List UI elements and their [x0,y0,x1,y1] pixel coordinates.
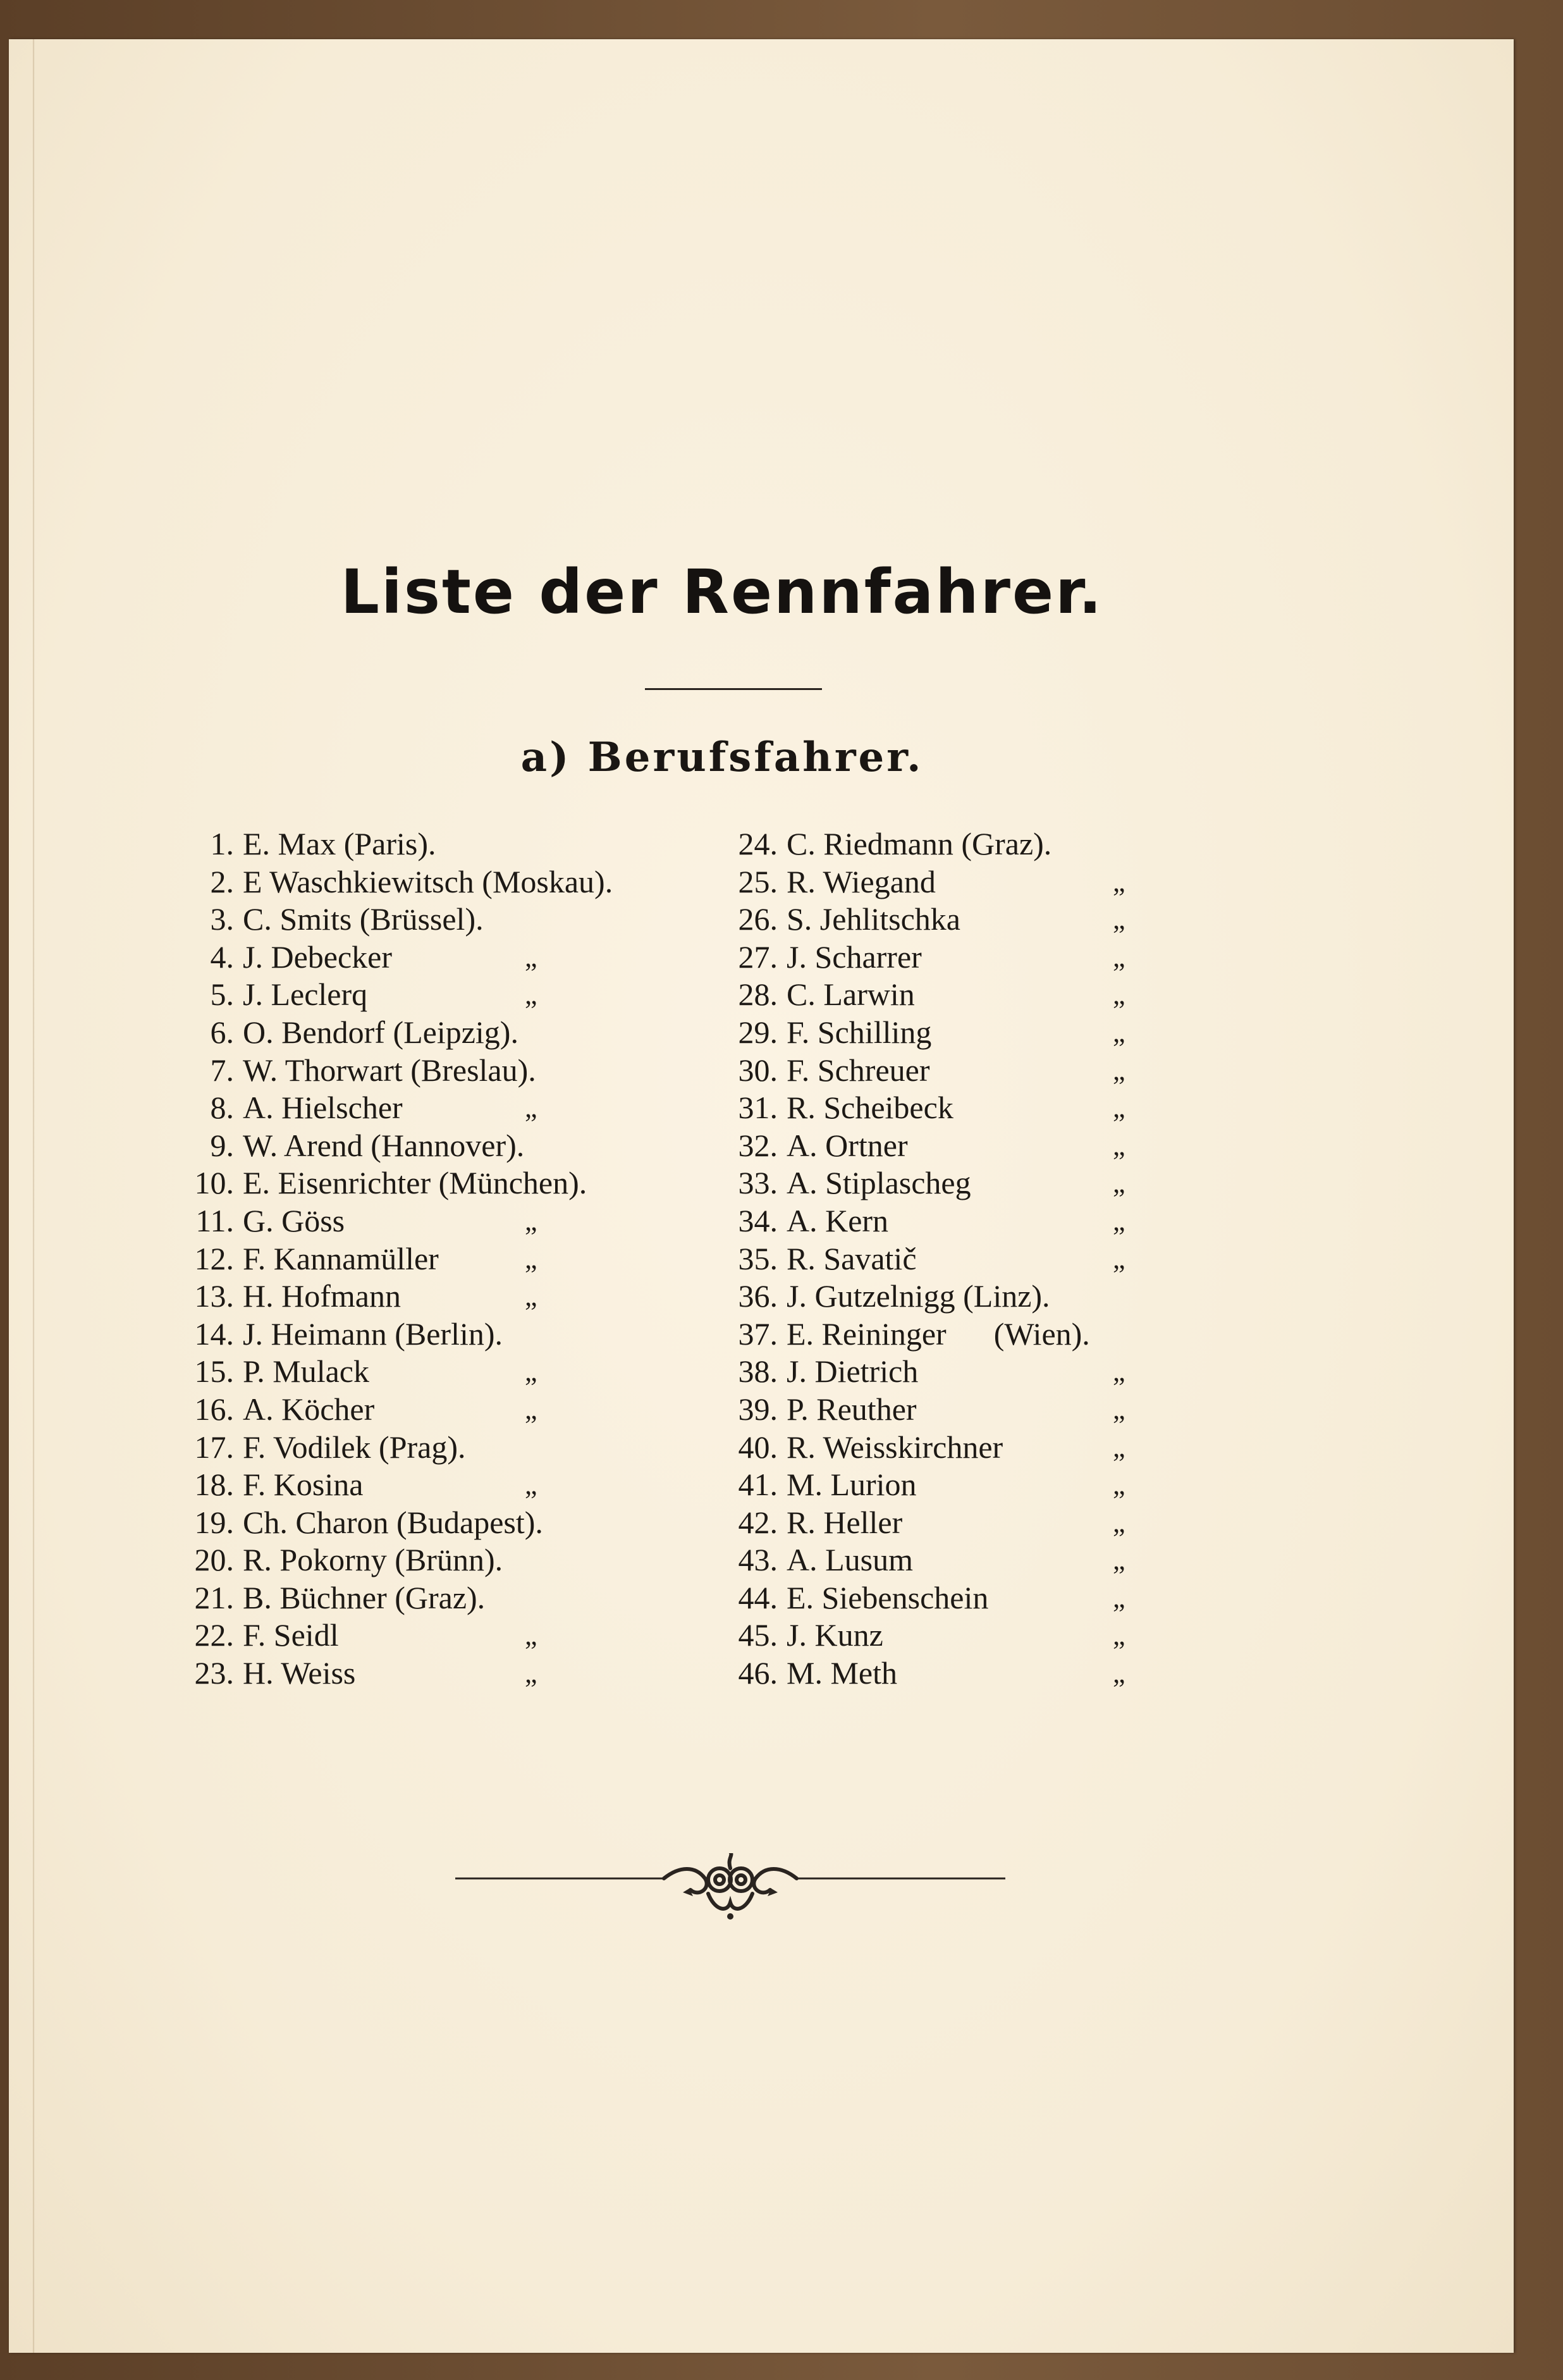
rider-name: J. Gutzelnigg (Linz). [787,1278,1050,1314]
list-item [727,1353,1227,1391]
list-item [727,901,1227,939]
rider-name: Ch. Charon (Budapest). [243,1504,543,1540]
ditto-mark: „ [1113,1431,1125,1463]
ditto-mark: „ [1113,1243,1125,1274]
list-item [727,1164,1227,1202]
list-item [190,1617,714,1655]
rider-name: J. Kunz [787,1617,883,1653]
rider-name: F. Vodilek (Prag). [243,1429,466,1465]
rider-number: 41. [738,1467,778,1503]
ditto-mark: „ [1113,1092,1125,1124]
rider-name: O. Bendorf (Leipzig). [243,1014,518,1050]
rider-number: 44. [738,1579,778,1615]
rider-number: 24. [738,826,778,861]
ditto-mark: „ [1113,1356,1125,1388]
rider-number: 35. [738,1240,778,1276]
gutter-fold [33,39,35,2353]
list-item [727,1466,1227,1504]
rider-name: R. Pokorny (Brünn). [243,1542,503,1578]
rider-number: 38. [738,1353,778,1390]
rider-number: 19. [194,1504,234,1540]
page-title: Liste der Rennfahrer. [340,557,1104,627]
ditto-mark: „ [525,1243,537,1274]
list-item [727,1316,1227,1353]
rider-number: 30. [738,1052,778,1088]
rider-name: A. Kern [787,1202,889,1238]
rider-name: J. Scharrer [787,939,922,975]
rider-name: R. Heller [787,1504,903,1540]
rider-number: 45. [738,1617,778,1653]
rider-number: 9. [210,1127,234,1163]
rider-number: 40. [738,1429,778,1465]
rider-number: 15. [194,1353,234,1390]
ditto-mark: „ [525,1620,537,1651]
list-item [190,1240,714,1278]
rider-name: E. Siebenschein [787,1579,989,1615]
ditto-mark: „ [1113,1205,1125,1236]
rider-number: 4. [210,939,234,975]
ditto-mark: „ [1113,1620,1125,1651]
list-item [190,1278,714,1316]
ditto-mark: „ [1113,1393,1125,1425]
list-item [190,1089,714,1127]
ditto-mark: „ [1113,904,1125,935]
rider-name: B. Büchner (Graz). [243,1579,486,1615]
rider-name: A. Stiplascheg [787,1165,971,1201]
rider-name: J. Heimann (Berlin). [243,1316,503,1352]
list-item [727,1014,1227,1052]
list-item [190,1127,714,1165]
ditto-mark: „ [1113,1658,1125,1689]
rider-name: R. Wiegand [787,863,936,899]
rider-number: 33. [738,1165,778,1201]
rider-name: F. Schilling [787,1014,932,1050]
rider-number: 12. [194,1240,234,1276]
list-item [190,1052,714,1090]
rider-name: E. Max (Paris). [243,826,436,861]
ditto-mark: „ [1113,1016,1125,1048]
list-item [727,1655,1227,1693]
rider-name: E. Eisenrichter (München). [243,1165,587,1201]
rider-name: F. Seidl [243,1617,339,1653]
rider-number: 32. [738,1127,778,1163]
list-item [190,1466,714,1504]
list-item [190,1316,714,1353]
ditto-mark: „ [1113,1582,1125,1613]
rider-number: 13. [194,1278,234,1314]
list-item [190,1014,714,1052]
list-item [727,1052,1227,1090]
rider-name: P. Reuther [787,1391,917,1427]
rider-name: E. Reininger (Wien). [787,1316,1090,1352]
list-item [727,1127,1227,1165]
rider-name: F. Kannamüller [243,1240,439,1276]
list-item [190,1391,714,1429]
rider-number: 36. [738,1278,778,1314]
ditto-mark: „ [1113,941,1125,973]
rider-name: C. Riedmann (Graz). [787,826,1052,861]
rider-number: 46. [738,1655,778,1691]
rider-number: 11. [195,1202,234,1238]
rider-number: 29. [738,1014,778,1050]
rider-number: 17. [194,1429,234,1465]
ditto-mark: „ [525,1092,537,1124]
ditto-mark: „ [525,1658,537,1689]
rider-name: P. Mulack [243,1353,369,1390]
rider-number: 10. [194,1165,234,1201]
rider-name: A. Ortner [787,1127,908,1163]
ditto-mark: „ [525,1205,537,1236]
rider-number: 3. [210,901,234,937]
rider-number: 1. [210,826,234,861]
rider-name: C. Smits (Brüssel). [243,901,484,937]
list-item [190,1429,714,1467]
list-item [190,1579,714,1617]
ditto-mark: „ [525,941,537,973]
rider-number: 18. [194,1467,234,1503]
rider-number: 20. [194,1542,234,1578]
rider-number: 8. [210,1090,234,1126]
rider-number: 26. [738,901,778,937]
rider-number: 25. [738,863,778,899]
rider-number: 28. [738,977,778,1013]
section-heading: a) Berufsfahrer. [520,734,924,781]
list-item [727,1429,1227,1467]
rider-name: M. Meth [787,1655,897,1691]
list-item [727,1391,1227,1429]
rider-number: 42. [738,1504,778,1540]
ditto-mark: „ [525,979,537,1011]
rider-name: A. Köcher [243,1391,375,1427]
ditto-mark: „ [525,1281,537,1312]
list-item [727,1278,1227,1316]
rider-name: W. Arend (Hannover). [243,1127,525,1163]
rider-name: F. Kosina [243,1467,364,1503]
list-item [190,939,714,977]
list-item [190,1353,714,1391]
list-item [727,1504,1227,1542]
rider-number: 22. [194,1617,234,1653]
ditto-mark: „ [1113,979,1125,1011]
ditto-mark: „ [1113,866,1125,897]
rider-name: E Waschkiewitsch (Moskau). [243,863,613,899]
list-item [727,825,1227,863]
list-item [727,1541,1227,1579]
title-divider [645,688,822,690]
rider-number: 31. [738,1090,778,1126]
rider-number: 16. [194,1391,234,1427]
list-item [727,976,1227,1014]
rider-name: F. Schreuer [787,1052,930,1088]
rider-number: 5. [210,977,234,1013]
rider-number: 39. [738,1391,778,1427]
rider-name: H. Hofmann [243,1278,401,1314]
rider-name: W. Thorwart (Breslau). [243,1052,536,1088]
rider-number: 34. [738,1202,778,1238]
list-item [190,1202,714,1240]
ditto-mark: „ [1113,1545,1125,1576]
rider-name: G. Göss [243,1202,345,1238]
list-item [190,901,714,939]
rider-name: J. Debecker [243,939,392,975]
list-item [727,1579,1227,1617]
rider-number: 2. [210,863,234,899]
list-item [190,1655,714,1693]
rider-number: 14. [194,1316,234,1352]
list-item [190,863,714,901]
ditto-mark: „ [1113,1469,1125,1501]
rider-name: R. Scheibeck [787,1090,953,1126]
list-item [727,863,1227,901]
riders-list-right [727,825,1227,1693]
ditto-mark: „ [1113,1130,1125,1161]
rider-number: 27. [738,939,778,975]
list-item [190,1164,714,1202]
list-item [190,1541,714,1579]
rider-name: R. Weisskirchner [787,1429,1003,1465]
scroll-ornament-icon [455,1853,1005,1923]
rider-name: S. Jehlitschka [787,901,960,937]
rider-number: 43. [738,1542,778,1578]
list-item [190,825,714,863]
list-item [727,1089,1227,1127]
rider-name: J. Dietrich [787,1353,919,1390]
list-item [727,939,1227,977]
ditto-mark: „ [1113,1168,1125,1199]
ditto-mark: „ [525,1469,537,1501]
ditto-mark: „ [525,1393,537,1425]
rider-name: M. Lurion [787,1467,917,1503]
rider-name: R. Savatič [787,1240,917,1276]
rider-number: 23. [194,1655,234,1691]
list-item [727,1240,1227,1278]
rider-name: H. Weiss [243,1655,356,1691]
rider-number: 37. [738,1316,778,1352]
ditto-mark: „ [1113,1507,1125,1538]
rider-name: J. Leclerq [243,977,368,1013]
rider-number: 21. [194,1579,234,1615]
list-item [190,1504,714,1542]
rider-number: 7. [210,1052,234,1088]
list-item [190,976,714,1014]
rider-number: 6. [210,1014,234,1050]
rider-name: C. Larwin [787,977,915,1013]
rider-name: A. Hielscher [243,1090,403,1126]
list-item [727,1617,1227,1655]
list-item [727,1202,1227,1240]
ditto-mark: „ [1113,1054,1125,1086]
rider-name: A. Lusum [787,1542,913,1578]
riders-list-left [190,825,714,1693]
ditto-mark: „ [525,1356,537,1388]
